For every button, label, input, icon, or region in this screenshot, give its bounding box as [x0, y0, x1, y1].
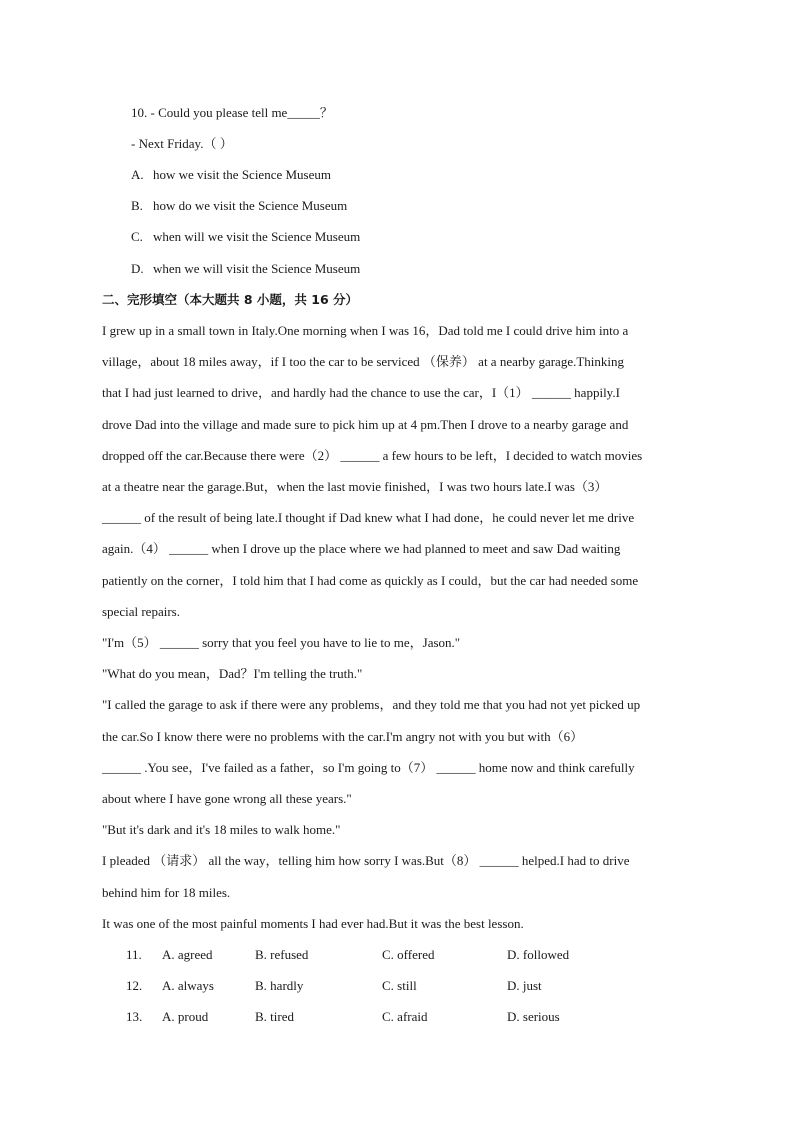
passage-line: behind him for 18 miles. [102, 885, 231, 900]
passage-line: about where I have gone wrong all these years." [102, 791, 352, 806]
choice-d: D. just [507, 978, 542, 993]
passage-line: patiently on the corner，I told him that I had come as quickly as I could，but the car had needed some [102, 573, 639, 588]
option-d [131, 261, 360, 277]
option-b [131, 198, 347, 214]
passage-line: ______ of the result of being late.I thought if Dad knew what I had done，he could never let me drive [102, 510, 635, 525]
choice-c: C. afraid [382, 1009, 428, 1024]
option-c [131, 229, 360, 245]
passage-line: at a theatre near the garage.But，when the last movie finished，I was two hours late.I was（3） [102, 479, 608, 494]
question-10-reply: - Next Friday.（ ） [131, 136, 233, 151]
passage-line: It was one of the most painful moments I had ever had.But it was the best lesson. [102, 916, 524, 931]
passage-line: "What do you mean，Dad？I'm telling the truth." [102, 666, 363, 681]
choice-b: B. tired [255, 1009, 294, 1024]
choice-b: B. refused [255, 947, 309, 962]
passage-line: special repairs. [102, 604, 180, 619]
option-letter: C. [131, 229, 143, 244]
question-10-stem: 10. - Could you please tell me_____？ [131, 105, 333, 120]
choice-a: A. proud [162, 1009, 209, 1024]
choice-a: A. always [162, 978, 214, 993]
question-number: 11. [126, 947, 142, 962]
passage-line: that I had just learned to drive，and hardly had the chance to use the car，I（1） ______ happily.I [102, 385, 620, 400]
question-number: 12. [126, 978, 143, 993]
passage-line: "But it's dark and it's 18 miles to walk home." [102, 822, 341, 837]
passage-line: I grew up in a small town in Italy.One morning when I was 16，Dad told me I could drive him into a [102, 323, 629, 338]
question-number: 13. [126, 1009, 143, 1024]
passage-line: dropped off the car.Because there were（2） ______ a few hours to be left，I decided to watch movies [102, 448, 643, 463]
option-text: when will we visit the Science Museum [153, 229, 361, 244]
choice-c: C. still [382, 978, 417, 993]
option-text: when we will visit the Science Museum [153, 261, 361, 276]
choice-b: B. hardly [255, 978, 304, 993]
passage-line: drove Dad into the village and made sure to pick him up at 4 pm.Then I drove to a nearby garage and [102, 417, 629, 432]
option-text: how do we visit the Science Museum [153, 198, 348, 213]
choice-d: D. followed [507, 947, 570, 962]
option-letter: D. [131, 261, 144, 276]
passage-line: the car.So I know there were no problems with the car.I'm angry not with you but with（6） [102, 729, 584, 744]
option-a [131, 167, 331, 183]
passage-line: I pleaded （请求） all the way，telling him how sorry I was.But（8） ______ helped.I had to drive [102, 853, 630, 868]
passage-line: village，about 18 miles away，if I too the car to be serviced （保养） at a nearby garage.Thinking [102, 354, 624, 369]
section-heading: 二、完形填空（本大题共 8 小题，共 16 分） [102, 292, 359, 307]
choice-d: D. serious [507, 1009, 560, 1024]
choice-a: A. agreed [162, 947, 213, 962]
passage-line: "I'm（5） ______ sorry that you feel you have to lie to me，Jason." [102, 635, 461, 650]
choice-c: C. offered [382, 947, 435, 962]
option-letter: A. [131, 167, 144, 182]
passage-line: again.（4） ______ when I drove up the place where we had planned to meet and saw Dad waiting [102, 541, 621, 556]
passage-line: "I called the garage to ask if there were any problems，and they told me that you had not yet picked up [102, 697, 641, 712]
option-letter: B. [131, 198, 143, 213]
option-text: how we visit the Science Museum [153, 167, 331, 182]
passage-line: ______ .You see，I've failed as a father，so I'm going to（7） ______ home now and think carefully [102, 760, 635, 775]
